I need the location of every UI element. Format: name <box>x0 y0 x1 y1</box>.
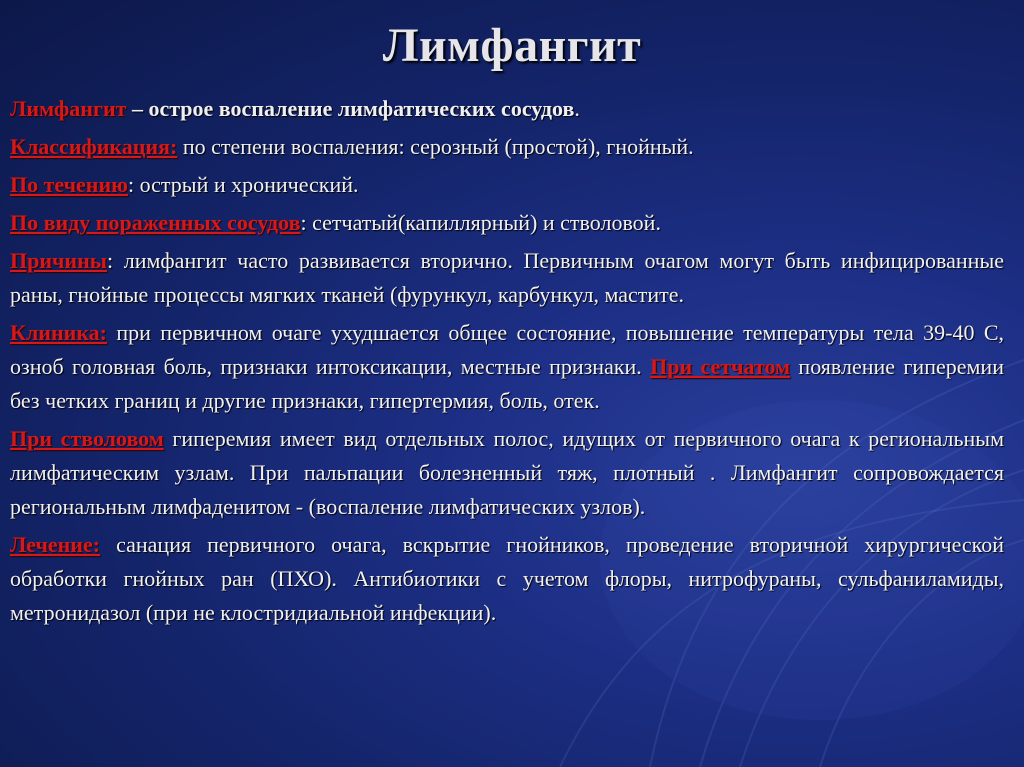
clinic-label: Клиника: <box>10 320 107 345</box>
course-paragraph <box>10 168 1004 202</box>
course-label: По течению <box>10 172 128 197</box>
slide-content <box>10 92 1004 634</box>
definition-paragraph <box>10 92 1004 126</box>
trunk-text: гиперемия имеет вид отдельных полос, идущих от первичного очага к региональным лимфатическим узлам. При пальпации болезненный тяж, плотный . Лимфангит сопровождается региональным лимфаденитом - (воспаление лимфатических узлов). <box>10 426 1004 519</box>
causes-paragraph <box>10 244 1004 312</box>
clinic-text: при первичном очаге ухудшается общее состояние, повышение температуры тела 39-40 С, озноб головная боль, признаки интоксикации, местные признаки. <box>10 320 1004 379</box>
trunk-label: При стволовом <box>10 426 164 451</box>
definition-text: – острое воспаление лимфатических сосудов <box>126 96 575 121</box>
classification-paragraph <box>10 130 1004 164</box>
classification-label: Классификация: <box>10 134 178 159</box>
causes-text: : лимфангит часто развивается вторично. Первичным очагом могут быть инфицированные раны, гнойные процессы мягких тканей (фурункул, карбункул, мастите. <box>10 248 1004 307</box>
treatment-text: санация первичного очага, вскрытие гнойников, проведение вторичной хирургической обработки гнойных ран (ПХО). Антибиотики с учетом флоры, нитрофураны, сульфаниламиды, метронидазол (при не клостридиальной инфекции). <box>10 532 1004 625</box>
clinic-reticular-text: появление гиперемии без четких границ и другие признаки, гипертермия, боль, отек. <box>10 354 1004 413</box>
clinic-paragraph <box>10 316 1004 418</box>
definition-term: Лимфангит <box>10 96 127 121</box>
course-text: : острый и хронический. <box>127 172 359 197</box>
vessels-text: : сетчатый(капиллярный) и стволовой. <box>300 210 661 235</box>
treatment-label: Лечение: <box>10 532 101 557</box>
definition-end: . <box>574 96 580 121</box>
vessels-paragraph <box>10 206 1004 240</box>
slide-title: Лимфангит <box>382 19 642 72</box>
trunk-paragraph <box>10 422 1004 524</box>
treatment-paragraph <box>10 528 1004 630</box>
classification-text: по степени воспаления: серозный (простой), гнойный. <box>177 134 694 159</box>
clinic-reticular-label: При сетчатом <box>650 354 791 379</box>
vessels-label: По виду пораженных сосудов <box>10 210 301 235</box>
causes-label: Причины <box>10 248 107 273</box>
